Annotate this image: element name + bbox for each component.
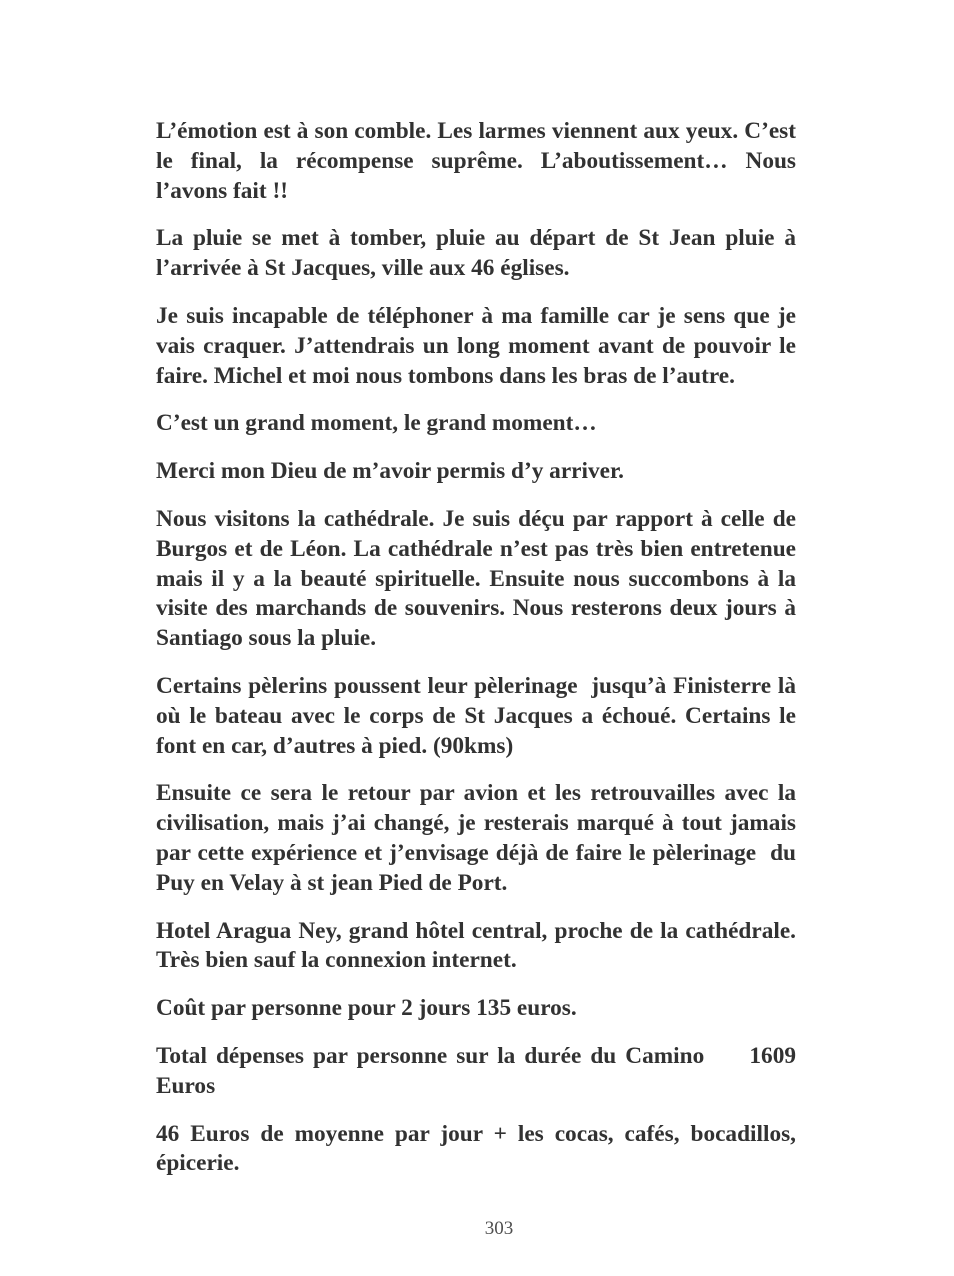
text-line: par cette expérience et j’envisage déjà de faire le pèlerinage du [156, 839, 796, 866]
paragraph-pluie [156, 224, 796, 284]
text-line: L’émotion est à son comble. Les larmes viennent aux yeux. C’est [156, 118, 796, 144]
text-line: mais il y a la beauté spirituelle. Ensuite nous succombons à la [156, 565, 796, 592]
text-line: La pluie se met à tomber, pluie au départ de St Jean pluie à [156, 225, 796, 252]
paragraph-grand-moment [156, 409, 796, 439]
text-line: le final, la récompense suprême. L’aboutissement… Nous [156, 147, 796, 174]
text-line: Merci mon Dieu de m’avoir permis d’y arriver. [156, 458, 624, 485]
text-line: Puy en Velay à st jean Pied de Port. [156, 869, 508, 896]
text-line: Je suis incapable de téléphoner à ma famille car je sens que je [156, 302, 796, 329]
text-line: Burgos et de Léon. La cathédrale n’est pas très bien entretenue [156, 535, 796, 562]
text-line: Très bien sauf la connexion internet. [156, 947, 517, 974]
page-body [156, 117, 796, 1179]
text-line: épicerie. [156, 1150, 240, 1177]
paragraph-emotion [156, 117, 796, 206]
text-line: Euros [156, 1072, 216, 1099]
text-line: Coût par personne pour 2 jours 135 euros. [156, 995, 577, 1022]
paragraph-cout [156, 994, 796, 1024]
text-line: Nous visitons la cathédrale. Je suis déçu par rapport à celle de [156, 505, 796, 532]
text-line: Hotel Aragua Ney, grand hôtel central, proche de la cathédrale. [156, 917, 796, 944]
paragraph-merci [156, 457, 796, 487]
text-line: Ensuite ce sera le retour par avion et les retrouvailles avec la [156, 780, 796, 807]
page-number: 303 [484, 1218, 514, 1239]
paragraph-finisterre [156, 672, 796, 761]
text-line: font en car, d’autres à pied. (90kms) [156, 732, 514, 759]
text-line: C’est un grand moment, le grand moment… [156, 410, 597, 437]
text-line: vais craquer. J’attendrais un long moment avant de pouvoir le [156, 332, 796, 359]
text-line: faire. Michel et moi nous tombons dans les bras de l’autre. [156, 362, 735, 389]
paragraph-hotel [156, 917, 796, 977]
text-line: l’arrivée à St Jacques, ville aux 46 églises. [156, 255, 570, 282]
text-line: où le bateau avec le corps de St Jacques a échoué. Certains le [156, 702, 796, 729]
text-line: Certains pèlerins poussent leur pèlerinage jusqu’à Finisterre là [156, 672, 796, 699]
paragraph-moyenne [156, 1120, 796, 1180]
paragraph-cathedrale [156, 505, 796, 654]
text-line: l’avons fait !! [156, 177, 289, 204]
paragraph-telephoner [156, 302, 796, 391]
paragraph-total-depenses [156, 1042, 796, 1102]
text-line: Total dépenses par personne sur la durée du Camino 1609 [156, 1042, 796, 1069]
text-line: civilisation, mais j’ai changé, je resterais marqué à tout jamais [156, 810, 796, 837]
text-line: 46 Euros de moyenne par jour + les cocas, cafés, bocadillos, [156, 1120, 796, 1147]
text-line: visite des marchands de souvenirs. Nous resterons deux jours à [156, 595, 796, 622]
paragraph-retour [156, 779, 796, 898]
text-line: Santiago sous la pluie. [156, 625, 377, 652]
